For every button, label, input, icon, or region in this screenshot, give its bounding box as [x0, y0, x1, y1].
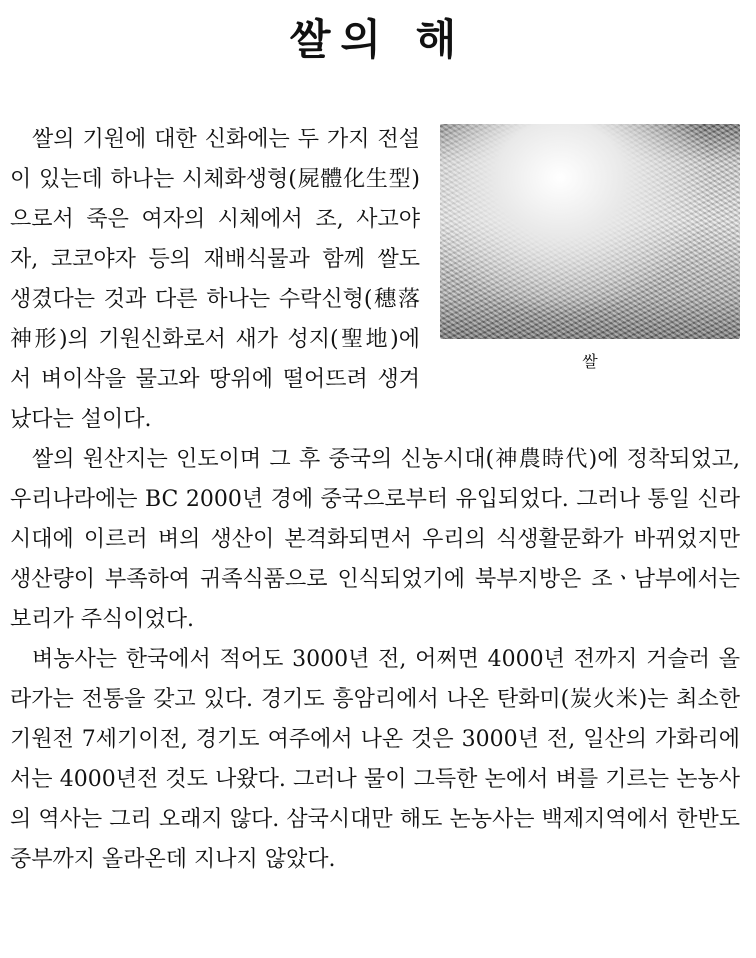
rice-photo [440, 124, 740, 339]
paragraph-rice-farming: 벼농사는 한국에서 적어도 3000년 전, 어쩌면 4000년 전까지 거슬러 올라가는 전통을 갖고 있다. 경기도 흥암리에서 나온 탄화미(炭火米)는 최소한 기원전 7세기이전, 경기도 여주에서 나온 것은 3000년 전, 일산의 가화리에서는 4000년전 것도 나왔다. 그러나 물이 그득한 논에서 벼를 기르는 논농사의 역사는 그리 오래지 않다. 삼국시대만 해도 논농사는 백제지역에서 한반도 중부까지 올라온데 지나지 않았다. [10, 647, 740, 872]
rice-figure [440, 120, 740, 390]
paragraph-origin-place: 쌀의 원산지는 인도이며 그 후 중국의 신농시대(神農時代)에 정착되었고, 우리나라에는 BC 2000년 경에 중국으로부터 유입되었다. 그러나 통일 신라시대에 이르러 벼의 생산이 본격화되면서 우리의 식생활문화가 바뀌었지만 생산량이 부족하여 귀족식품으로 인식되었기에 북부지방은 조ㆍ남부에서는 보리가 주식이었다. [10, 447, 740, 632]
figure-caption: 쌀 [582, 352, 598, 371]
paragraph-origin-myth: 쌀의 기원에 대한 신화에는 두 가지 전설이 있는데 하나는 시체화생형(屍體化生型)으로서 죽은 여자의 시체에서 조, 사고야자, 코코야자 등의 재배식물과 함께 쌀도 생겼다는 것과 다른 하나는 수락신형(穗落神形)의 기원신화로서 새가 성지(聖地)에서 벼이삭을 물고와 땅위에 떨어뜨려 생겨났다는 설이다. [10, 127, 420, 432]
article-body [10, 120, 740, 880]
page-title: 쌀의 해 [289, 15, 467, 64]
